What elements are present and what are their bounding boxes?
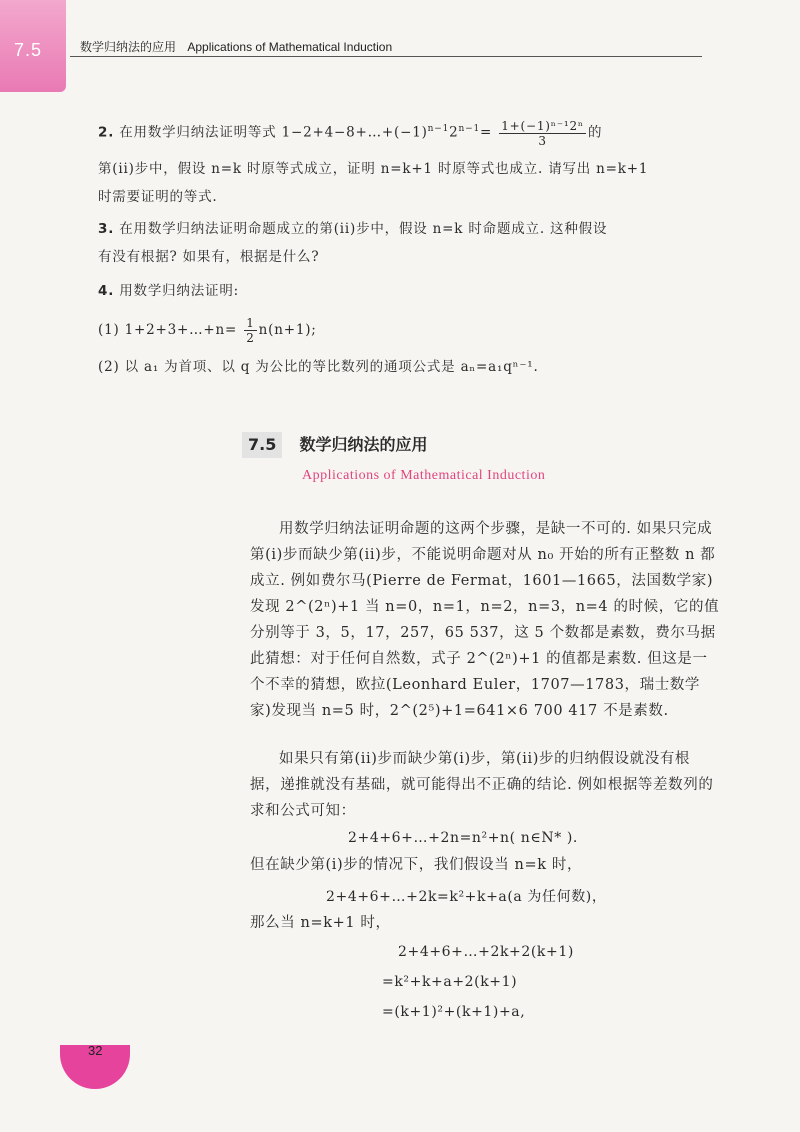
exercise-4-line-1 bbox=[98, 280, 698, 302]
exercise-2-line-2: 第(ii)步中，假设 n=k 时原等式成立，证明 n=k+1 时原等式也成立. 请写出 n=k+1 bbox=[98, 161, 649, 177]
paragraph-fermat: 用数学归纳法证明命题的这两个步骤，是缺一不可的. 如果只完成第(i)步而缺少第(ii)步，不能说明命题对从 n₀ 开始的所有正整数 n 都成立. 例如费尔马(Pierre de Fermat，1601—1665，法国数学家)发现 2^(2ⁿ)+1 当 n=0，n=1，n=2，n=3，n=4 的时候，它的值分别等于 3，5，17，257，65 537，这 5 个数都是素数，费尔马据此猜想：对于任何自然数，式子 2^(2ⁿ)+1 的值都是素数. 但这是一个不幸的猜想，欧拉(Leonhard Euler，1707—1783，瑞士数学家)发现当 n=5 时，2^(2⁵)+1=641×6 700 417 不是素数. bbox=[250, 521, 720, 719]
section-title-en: Applications of Mathematical Induction bbox=[302, 468, 546, 483]
exercise-4-text: 用数学归纳法证明: bbox=[119, 283, 239, 299]
body-line-a: 但在缺少第(i)步的情况下，我们假设当 n=k 时， bbox=[250, 857, 583, 873]
exercise-4-1-b: n(n+1); bbox=[258, 322, 317, 338]
exercise-2-text-a: 在用数学归纳法证明等式 1−2+4−8+…+(−1) bbox=[119, 124, 428, 141]
section-number: 7.5 bbox=[248, 435, 277, 454]
exercise-2-frac-num: 1+(−1)ⁿ⁻¹2ⁿ bbox=[501, 118, 584, 133]
equation-4: =k²+k+a+2(k+1) bbox=[382, 974, 518, 990]
exercise-3-number: 3. bbox=[98, 221, 115, 237]
exercise-3-line-1 bbox=[98, 218, 698, 240]
header-rule bbox=[70, 56, 702, 57]
equation-3: 2+4+6+…+2k+2(k+1) bbox=[398, 944, 574, 960]
exercise-4-part-2: (2) 以 a₁ 为首项、以 q 为公比的等比数列的通项公式是 aₙ=a₁qⁿ⁻¹. bbox=[98, 359, 539, 375]
exercise-2-text-d: 的 bbox=[587, 124, 603, 141]
running-header bbox=[80, 38, 392, 55]
section-title-cn: 数学归纳法的应用 bbox=[299, 435, 428, 454]
equation-5: =(k+1)²+(k+1)+a, bbox=[382, 1004, 526, 1020]
page-number: 32 bbox=[88, 1043, 103, 1058]
exercise-4-1-frac-num: 1 bbox=[246, 316, 255, 330]
exercise-2-frac-den: 3 bbox=[538, 133, 547, 148]
equation-1: 2+4+6+…+2n=n²+n( n∈N* ). bbox=[348, 830, 578, 846]
body-paragraph-2 bbox=[250, 746, 720, 824]
body-paragraph-1 bbox=[250, 516, 720, 724]
section-heading bbox=[248, 432, 427, 462]
exercise-2-exp1: n−1 bbox=[427, 124, 450, 134]
exercise-4-1-a: (1) 1+2+3+…+n= bbox=[98, 322, 238, 338]
exercise-4-1-fraction bbox=[244, 316, 256, 345]
exercise-4-part-1 bbox=[98, 316, 698, 345]
header-title-cn: 数学归纳法的应用 bbox=[80, 40, 177, 54]
paragraph-arithmetic: 如果只有第(ii)步而缺少第(i)步，第(ii)步的归纳假设就没有根据，递推就没有基础，就可能得出不正确的结论. 例如根据等差数列的求和公式可知： bbox=[250, 751, 714, 819]
exercise-2-text-c: = bbox=[480, 124, 493, 141]
exercise-2-fraction bbox=[499, 119, 586, 148]
exercise-2-exp2: n−1 bbox=[458, 124, 480, 134]
exercise-4-number: 4. bbox=[98, 283, 115, 299]
exercise-2-line-1 bbox=[98, 118, 698, 148]
header-section-number: 7.5 bbox=[14, 40, 43, 60]
equation-2: 2+4+6+…+2k=k²+k+a(a 为任何数)， bbox=[326, 889, 607, 905]
exercise-4-1-frac-den: 2 bbox=[246, 331, 255, 345]
header-title-en: Applications of Mathematical Induction bbox=[187, 40, 393, 54]
exercise-2-number: 2. bbox=[98, 124, 115, 141]
exercise-2-line-3: 时需要证明的等式. bbox=[98, 189, 218, 205]
exercise-2-text-b: 2 bbox=[449, 124, 459, 141]
body-line-b: 那么当 n=k+1 时， bbox=[250, 915, 391, 931]
exercise-3-text: 在用数学归纳法证明命题成立的第(ii)步中，假设 n=k 时命题成立. 这种假设 bbox=[119, 221, 608, 237]
exercise-3-line-2: 有没有根据? 如果有，根据是什么? bbox=[98, 249, 320, 265]
